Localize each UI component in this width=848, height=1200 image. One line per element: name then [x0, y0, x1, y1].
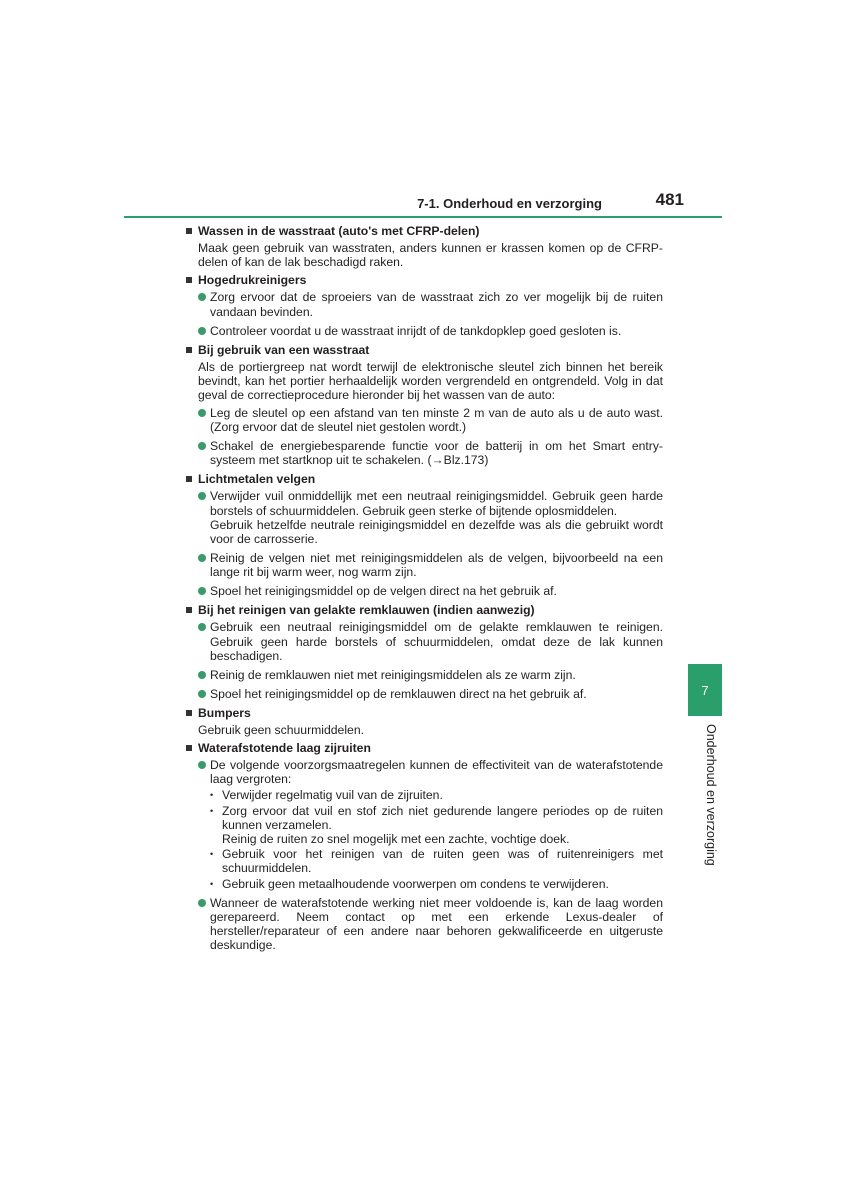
- section-water-repellent: [186, 741, 663, 953]
- sub-list-item: • Zorg ervoor dat vuil en stof zich niet gedurende langere periodes op de ruiten kunnen verzamelen. Reinig de ruiten zo snel mogelijk met een zachte, vochtige doek.: [210, 803, 663, 846]
- small-bullet-icon: •: [210, 805, 214, 816]
- list-item: Verwijder vuil onmiddellijk met een neutraal reinigingsmiddel. Gebruik geen harde borstels of schuurmiddelen. Gebruik geen sterke of bijtende oplosmiddelen. Gebruik hetzelfde neutrale reinigingsmiddel en dezelfde was als die gebruikt wordt voor de carrosserie.: [210, 489, 663, 546]
- square-bullet-icon: [186, 347, 192, 353]
- list-item: Spoel het reinigingsmiddel op de velgen direct na het gebruik af.: [210, 584, 663, 598]
- chapter-tab: [688, 664, 722, 716]
- circle-bullet-icon: [198, 587, 206, 595]
- list-item: Leg de sleutel op een afstand van ten minste 2 m van de auto als u de auto wast. (Zorg ervoor dat de sleutel niet gestolen wordt.): [210, 406, 663, 434]
- section-brake-calipers: [186, 603, 663, 701]
- circle-bullet-icon: [198, 409, 206, 417]
- square-bullet-icon: [186, 476, 192, 482]
- section-paragraph: Als de portiergreep nat wordt terwijl de elektronische sleutel zich binnen het bereik bevindt, kan het portier herhaaldelijk worden vergrendeld en ontgrendeld. Volg in dat geval de correctieprocedure hieronder bij het wassen van de auto:: [198, 359, 663, 403]
- list-item: Zorg ervoor dat de sproeiers van de wasstraat zich zo ver mogelijk bij de ruiten vandaan bevinden.: [210, 290, 663, 318]
- square-bullet-icon: [186, 710, 192, 716]
- circle-bullet-icon: [198, 899, 206, 907]
- circle-bullet-icon: [198, 442, 206, 450]
- sub-list: [210, 788, 663, 890]
- list-item: Reinig de velgen niet met reinigingsmiddelen als de velgen, bijvoorbeeld na een lange rit bij warm weer, nog warm zijn.: [210, 551, 663, 579]
- circle-bullet-icon: [198, 690, 206, 698]
- section-car-wash-cfrp: [186, 224, 663, 270]
- list-item: Controleer voordat u de wasstraat inrijdt of de tankdopklep goed gesloten is.: [210, 324, 663, 338]
- sub-list-item: • Gebruik geen metaalhoudende voorwerpen om condens te verwijderen.: [210, 876, 609, 891]
- header-rule: [124, 216, 722, 218]
- circle-bullet-icon: [198, 671, 206, 679]
- section-paragraph: Maak geen gebruik van wasstraten, anders kunnen er krassen komen op de CFRP-delen of kan de lak beschadigd raken.: [198, 241, 663, 270]
- sub-list-item: • Gebruik voor het reinigen van de ruiten geen was of ruitenreinigers met schuurmiddelen.: [210, 847, 663, 876]
- list-item: Gebruik een neutraal reinigingsmiddel om de gelakte remklauwen te reinigen. Gebruik geen harde borstels of schuurmiddelen, omdat deze de lak kunnen beschadigen.: [210, 620, 663, 663]
- chapter-title: Onderhoud en verzorging: [704, 724, 718, 866]
- circle-bullet-icon: [198, 623, 206, 631]
- square-bullet-icon: [186, 745, 192, 751]
- section-bumpers: [186, 706, 663, 737]
- sub-list-item: • Verwijder regelmatig vuil van de zijruiten.: [210, 788, 443, 803]
- circle-bullet-icon: [198, 554, 206, 562]
- list-item: Wanneer de waterafstotende werking niet meer voldoende is, kan de laag worden gerepareerd. Neem contact op met een erkende Lexus-dealer of hersteller/reparateur of een andere naar behoren gekwalificeerde en uitgeruste deskundige.: [210, 896, 663, 953]
- circle-bullet-icon: [198, 761, 206, 769]
- section-title: 7-1. Onderhoud en verzorging: [417, 196, 602, 211]
- square-bullet-icon: [186, 277, 192, 283]
- square-bullet-icon: [186, 607, 192, 613]
- section-high-pressure: [186, 273, 663, 338]
- section-heading: Bij gebruik van een wasstraat: [186, 343, 663, 357]
- page-header: [124, 188, 722, 218]
- small-bullet-icon: •: [210, 849, 214, 860]
- bullet-extra-text: Gebruik hetzelfde neutrale reinigingsmiddel en dezelfde was als die gebruikt wordt voor de carrosserie.: [210, 517, 663, 547]
- section-heading: Waterafstotende laag zijruiten: [186, 741, 663, 755]
- square-bullet-icon: [186, 228, 192, 234]
- list-item: De volgende voorzorgsmaatregelen kunnen de effectiviteit van de waterafstotende laag vergroten: • Verwijder regelmatig vuil van de zijruiten. • Zorg ervoor dat vuil en stof zich niet gedurende langere periodes op de ruiten kunnen verzamelen. Reinig de ruiten zo snel mogelijk met een zachte, vochtige doek. • Gebruik voor het reinigen van de ruiten geen was of ruitenreinigers met schuurmiddelen. • Gebruik geen metaalhoudende voorwerpen om condens te verwijderen.: [210, 758, 663, 891]
- small-bullet-icon: •: [210, 790, 214, 801]
- section-heading: Hogedrukreinigers: [186, 273, 663, 287]
- circle-bullet-icon: [198, 293, 206, 301]
- section-heading: Bumpers: [186, 706, 663, 720]
- circle-bullet-icon: [198, 492, 206, 500]
- page-number: 481: [655, 190, 684, 209]
- sub-item-extra-text: Reinig de ruiten zo snel mogelijk met een zachte, vochtige doek.: [222, 831, 570, 846]
- section-heading: Lichtmetalen velgen: [186, 472, 663, 486]
- page-content: [186, 224, 663, 957]
- small-bullet-icon: •: [210, 878, 214, 889]
- section-heading: Bij het reinigen van gelakte remklauwen (indien aanwezig): [186, 603, 663, 617]
- list-item: Reinig de remklauwen niet met reinigingsmiddelen als ze warm zijn.: [210, 668, 663, 682]
- section-paragraph: Gebruik geen schuurmiddelen.: [198, 723, 364, 738]
- list-item: Spoel het reinigingsmiddel op de remklauwen direct na het gebruik af.: [210, 687, 663, 701]
- section-using-car-wash: [186, 343, 663, 468]
- circle-bullet-icon: [198, 327, 206, 335]
- chapter-number: 7: [701, 682, 709, 698]
- section-heading: Wassen in de wasstraat (auto's met CFRP-delen): [186, 224, 663, 238]
- section-alloy-wheels: [186, 472, 663, 598]
- list-item: Schakel de energiebesparende functie voor de batterij in om het Smart entry-systeem met startknop uit te schakelen. (→Blz.173): [210, 439, 663, 467]
